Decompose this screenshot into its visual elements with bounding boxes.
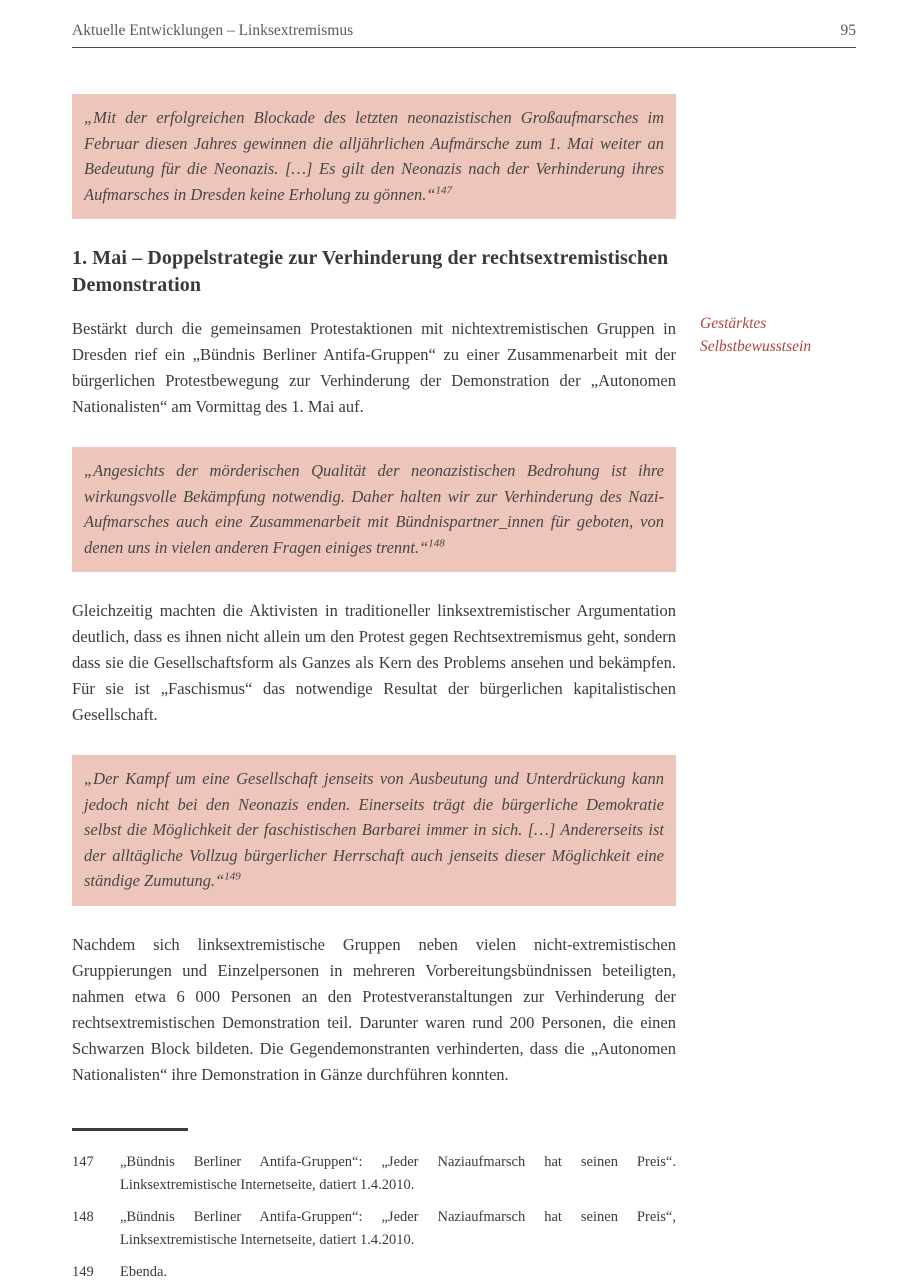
- header-rule: [72, 47, 856, 48]
- main-text-column: [72, 94, 676, 1284]
- quote-block-2: [72, 447, 676, 572]
- footnote-text: „Bündnis Berliner Antifa-Gruppen“: „Jeder Naziaufmarsch hat seinen Preis“, Linksextremistische Internetseite, datiert 1.4.2010.: [120, 1208, 676, 1248]
- footnote-number: 147: [72, 1153, 94, 1170]
- quote-block-3: [72, 755, 676, 906]
- footnote-separator: [72, 1128, 188, 1131]
- footnote-number: 149: [72, 1263, 94, 1280]
- margin-note: Gestärktes Selbstbewusstsein: [700, 315, 812, 355]
- footnote-number: 148: [72, 1208, 94, 1225]
- footnote-text: „Bündnis Berliner Antifa-Gruppen“: „Jeder Naziaufmarsch hat seinen Preis“. Linksextremistische Internetseite, datiert 1.4.2010.: [120, 1153, 676, 1193]
- running-head: Aktuelle Entwicklungen – Linksextremismus: [72, 22, 354, 39]
- page-header: [72, 22, 856, 40]
- footnote-ref-148: 148: [428, 537, 445, 549]
- quote-text: „Mit der erfolgreichen Blockade des letzten neonazistischen Großaufmarsches im Februar diesen Jahres gewinnen die alljährlichen Aufmärsche zum 1. Mai weiter an Bedeutung für die Neonazis. […] Es gilt den Neonazis nach der Verhinderung ihres Aufmarsches in Dresden keine Erholung zu gönnen.“: [84, 108, 664, 204]
- footnote-147: [72, 1151, 676, 1197]
- footnote-text: Ebenda.: [120, 1263, 168, 1280]
- footnote-ref-147: 147: [435, 184, 453, 196]
- paragraph-3: Nachdem sich linksextremistische Gruppen neben vielen nicht-extremistischen Gruppierungen und Einzelpersonen in mehreren Vorbereitungsbündnissen beteiligten, nahmen etwa 6 000 Personen an den Protestveranstaltungen zur Verhinderung der rechtsextremistischen Demonstration teil. Darunter waren rund 200 Personen, die einen Schwarzen Block bildeten. Die Gegendemonstranten verhinderten, dass die „Autonomen Nationalisten“ ihre Demonstration in Gänze durchführen konnten.: [72, 934, 676, 1084]
- paragraph-1: Bestärkt durch die gemeinsamen Protestaktionen mit nichtextremistischen Gruppen in Dresden rief ein „Bündnis Berliner Antifa-Gruppen“ zu einer Zusammenarbeit mit der bürgerlichen Protestbewegung zur Verhinderung der Demonstration der „Autonomen Nationalisten“ am Vormittag des 1. Mai auf.: [72, 319, 676, 416]
- footnotes-section: [72, 1151, 676, 1284]
- footnote-149: [72, 1261, 676, 1284]
- quote-block-1: [72, 94, 676, 219]
- footnote-148: [72, 1206, 676, 1252]
- quote-text: „Angesichts der mörderischen Qualität der neonazistischen Bedrohung ist ihre wirkungsvolle Bekämpfung notwendig. Daher halten wir zur Verhinderung des Nazi-Aufmarsches auch eine Zusammenarbeit mit Bündnispartner_innen für geboten, von denen uns in vielen anderen Fragen einiges trennt.“: [84, 461, 664, 557]
- section-heading: 1. Mai – Doppelstrategie zur Verhinderung der rechtsextremistischen Demonstration: [72, 247, 669, 296]
- page-number: 95: [840, 22, 856, 39]
- quote-text: „Der Kampf um eine Gesellschaft jenseits von Ausbeutung und Unterdrückung kann jedoch nicht bei den Neonazis enden. Einerseits trägt die bürgerliche Demokratie selbst die Möglichkeit der faschistischen Barbarei immer in sich. […] Andererseits ist der alltägliche Vollzug bürgerlicher Herrschaft auch jenseits dieser Möglichkeit eine ständige Zumutung.“: [84, 769, 664, 890]
- footnote-ref-149: 149: [224, 870, 241, 883]
- paragraph-2: Gleichzeitig machten die Aktivisten in traditioneller linksextremistischer Argumentation deutlich, dass es ihnen nicht allein um den Protest gegen Rechtsextremismus geht, sondern dass sie die Gesellschaftsform als Ganzes als Kern des Problems ansehen und bekämpfen. Für sie ist „Faschismus“ das notwendige Resultat der bürgerlichen kapitalistischen Gesellschaft.: [72, 601, 676, 724]
